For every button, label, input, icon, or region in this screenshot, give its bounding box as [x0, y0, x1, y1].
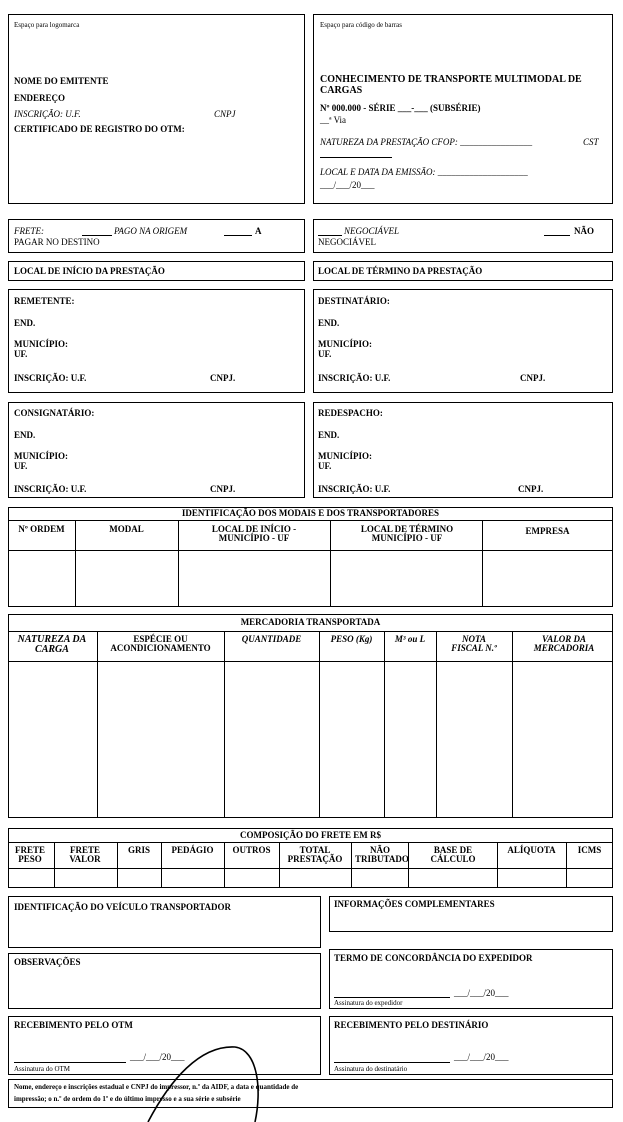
col-rate: ALÍQUOTA — [507, 845, 556, 855]
emitter-name: NOME DO EMITENTE — [14, 76, 109, 86]
redispatch-cnpj-label: CNPJ. — [518, 484, 544, 494]
col-icms: ICMS — [577, 845, 602, 855]
recipient-receipt-label: RECEBIMENTO PELO DESTINÁRIO — [334, 1020, 489, 1030]
col-quantity-header: QUANTIDADE — [241, 634, 302, 644]
col-toll: PEDÁGIO — [171, 845, 214, 855]
col-volume-header: M³ ou L — [394, 634, 426, 644]
number-series-line: Nº 000.000 - SÉRIE ___-___ (SUBSÉRIE) — [320, 103, 481, 113]
freight-label: FRETE: — [14, 226, 44, 236]
emitter-registration: INSCRIÇÃO: U.F. — [14, 109, 81, 119]
otm-receipt-date: ___/___/20___ — [130, 1052, 185, 1062]
not-label: NÃO — [574, 226, 594, 236]
col-total: TOTAL PRESTAÇÃO — [287, 845, 343, 864]
cst-label: CST — [583, 137, 599, 147]
recipient-uf-label: UF. — [318, 349, 332, 359]
observations-label: OBSERVAÇÕES — [14, 957, 81, 967]
sender-cnpj-label: CNPJ. — [210, 373, 236, 383]
col-nature-header: NATUREZA DA CARGA — [17, 634, 87, 655]
printer-info-line-1: Nome, endereço e inscrições estadual e CNPJ do impressor, n.º da AIDF, a data e quantidade de — [14, 1083, 299, 1091]
goods-title: MERCADORIA TRANSPORTADA — [240, 617, 381, 627]
agreement-label: TERMO DE CONCORDÂNCIA DO EXPEDIDOR — [334, 953, 533, 963]
recipient-registration-label: INSCRIÇÃO: U.F. — [318, 373, 391, 383]
col-order-header: Nº ORDEM — [18, 524, 65, 534]
redispatch-label: REDESPACHO: — [318, 408, 383, 418]
date-blank: ___/___/20___ — [320, 180, 375, 190]
place-date-label: LOCAL E DATA DA EMISSÃO: ____________________ — [320, 167, 528, 177]
sender-registration-label: INSCRIÇÃO: U.F. — [14, 373, 87, 383]
recipient-address-label: END. — [318, 318, 340, 328]
col-others: OUTROS — [232, 845, 271, 855]
agreement-date: ___/___/20___ — [454, 988, 509, 998]
recipient-receipt-date: ___/___/20___ — [454, 1052, 509, 1062]
vehicle-label: IDENTIFICAÇÃO DO VEÍCULO TRANSPORTADOR — [14, 902, 231, 912]
paid-destination-label: PAGAR NO DESTINO — [14, 237, 100, 247]
recipient-label: DESTINATÁRIO: — [318, 296, 390, 306]
col-tax-base: BASE DE CÁLCULO — [430, 845, 476, 864]
col-end-header: LOCAL DE TÉRMINO MUNICÍPIO - UF — [360, 524, 454, 543]
sender-uf-label: UF. — [14, 349, 28, 359]
consignee-city-label: MUNICÍPIO: — [14, 451, 68, 461]
col-start-header: LOCAL DE INÍCIO - MUNICÍPIO - UF — [211, 524, 297, 543]
recipient-city-label: MUNICÍPIO: — [318, 339, 372, 349]
complementary-label: INFORMAÇÕES COMPLEMENTARES — [334, 899, 495, 909]
col-freight-value: FRETE VALOR — [69, 845, 101, 864]
emitter-cnpj: CNPJ — [214, 109, 236, 119]
printer-info-line-2: impressão; o n.º de ordem do 1º e do último impresso e a sua série e subsérie — [14, 1095, 241, 1103]
col-freight-weight: FRETE PESO — [14, 845, 45, 864]
end-location-label: LOCAL DE TÉRMINO DA PRESTAÇÃO — [318, 266, 483, 276]
recipient-signature-label: Assinatura do destinatário — [334, 1065, 408, 1073]
recipient-cnpj-label: CNPJ. — [520, 373, 546, 383]
col-weight-header: PESO (Kg) — [330, 634, 373, 644]
negotiable-label-2: NEGOCIÁVEL — [318, 237, 376, 247]
col-species-header: ESPÉCIE OU ACONDICIONAMENTO — [110, 634, 211, 653]
barcode-space-label: Espaço para código de barras — [320, 21, 403, 29]
redispatch-city-label: MUNICÍPIO: — [318, 451, 372, 461]
col-not-taxed: NÃO TRIBUTADO — [355, 845, 409, 864]
consignee-cnpj-label: CNPJ. — [210, 484, 236, 494]
otm-signature-label: Assinatura do OTM — [14, 1065, 70, 1073]
redispatch-uf-label: UF. — [318, 461, 332, 471]
freight-composition-title: COMPOSIÇÃO DO FRETE EM R$ — [239, 830, 381, 840]
col-modal-header: MODAL — [109, 524, 144, 534]
nature-cfop: NATUREZA DA PRESTAÇÃO CFOP: ________________ — [320, 137, 533, 147]
start-location-label: LOCAL DE INÍCIO DA PRESTAÇÃO — [14, 266, 165, 276]
document-title: CONHECIMENTO DE TRANSPORTE MULTIMODAL DE CARGAS — [320, 74, 582, 96]
sender-address-label: END. — [14, 318, 36, 328]
sender-label: REMETENTE: — [14, 296, 75, 306]
emitter-address: ENDEREÇO — [14, 93, 66, 103]
sender-city-label: MUNICÍPIO: — [14, 339, 68, 349]
consignee-address-label: END. — [14, 430, 36, 440]
modals-title: IDENTIFICAÇÃO DOS MODAIS E DOS TRANSPORTADORES — [181, 508, 440, 518]
col-invoice-header: NOTA FISCAL N.º — [451, 634, 497, 653]
consignee-label: CONSIGNATÁRIO: — [14, 408, 95, 418]
certificate-label: CERTIFICADO DE REGISTRO DO OTM: — [14, 124, 185, 134]
copy-line: __ª Via — [320, 115, 347, 125]
paid-origin-label: PAGO NA ORIGEM — [114, 226, 188, 236]
redispatch-registration-label: INSCRIÇÃO: U.F. — [318, 484, 391, 494]
negotiable-label: NEGOCIÁVEL — [344, 226, 399, 236]
redispatch-address-label: END. — [318, 430, 340, 440]
shipper-signature-label: Assinatura do expedidor — [334, 999, 403, 1007]
consignee-uf-label: UF. — [14, 461, 28, 471]
freight-a-label: A — [255, 226, 262, 236]
otm-receipt-label: RECEBIMENTO PELO OTM — [14, 1020, 133, 1030]
logo-space-label: Espaço para logomarca — [14, 21, 80, 29]
col-company-header: EMPRESA — [525, 526, 570, 536]
consignee-registration-label: INSCRIÇÃO: U.F. — [14, 484, 87, 494]
col-gris: GRIS — [127, 845, 150, 855]
col-value-header: VALOR DA MERCADORIA — [533, 634, 595, 653]
